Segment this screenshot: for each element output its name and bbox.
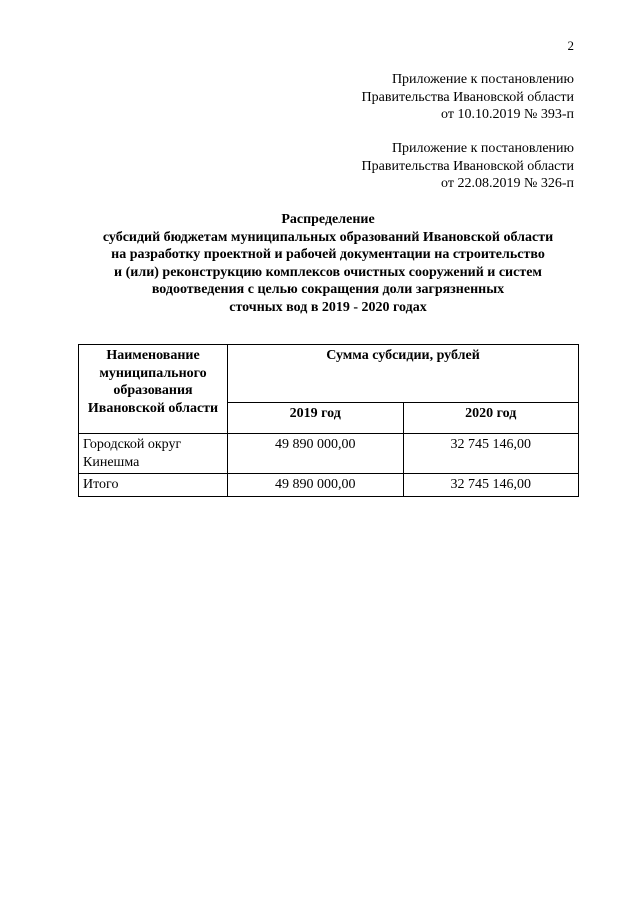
value-2019-cell: 49 890 000,00	[228, 434, 404, 474]
appendix-note-2	[362, 140, 574, 193]
total-label-cell: Итого	[79, 474, 228, 497]
document-title	[78, 211, 578, 316]
municipality-name-cell	[79, 434, 228, 474]
municipality-name-line1: Городской округ	[83, 437, 182, 452]
year-2020-header: 2020 год	[403, 403, 579, 434]
appendix-note-1-line3: от 10.10.2019 № 393-п	[441, 107, 574, 122]
total-2020-cell: 32 745 146,00	[403, 474, 579, 497]
municipality-header-line2: муниципального	[99, 365, 207, 381]
total-2019-cell: 49 890 000,00	[228, 474, 404, 497]
appendix-note-1	[362, 71, 574, 124]
table-total-row	[79, 474, 579, 497]
title-line5: водоотведения с целью сокращения доли загрязненных	[151, 282, 505, 297]
appendix-note-2-line2: Правительства Ивановской области	[361, 158, 574, 174]
subsidy-table	[78, 344, 579, 497]
title-line1: Распределение	[281, 212, 375, 227]
appendix-note-1-line2: Правительства Ивановской области	[361, 89, 574, 105]
municipality-header-line3: образования	[113, 383, 193, 398]
appendix-note-1-line1: Приложение к постановлению	[391, 72, 574, 87]
title-line2: субсидий бюджетам муниципальных образований Ивановской области	[102, 229, 554, 245]
page-number: 2	[567, 38, 574, 53]
table-row	[79, 434, 579, 474]
title-line6: сточных вод в 2019 - 2020 годах	[229, 299, 427, 315]
table-header-row	[79, 345, 579, 403]
appendix-note-2-line1: Приложение к постановлению	[391, 141, 574, 156]
year-2019-header: 2019 год	[228, 403, 404, 434]
subsidy-sum-header: Сумма субсидии, рублей	[228, 345, 579, 403]
value-2020-cell: 32 745 146,00	[403, 434, 579, 474]
municipality-header-line1: Наименование	[106, 348, 200, 363]
municipality-name-line2: Кинешма	[83, 454, 140, 470]
municipality-column-header	[79, 345, 228, 434]
title-line3: на разработку проектной и рабочей документации на строительство	[111, 247, 545, 262]
appendix-note-2-line3: от 22.08.2019 № 326-п	[441, 176, 574, 191]
title-line4: и (или) реконструкцию комплексов очистных сооружений и систем	[114, 264, 542, 280]
municipality-header-line4: Ивановской области	[87, 400, 219, 416]
